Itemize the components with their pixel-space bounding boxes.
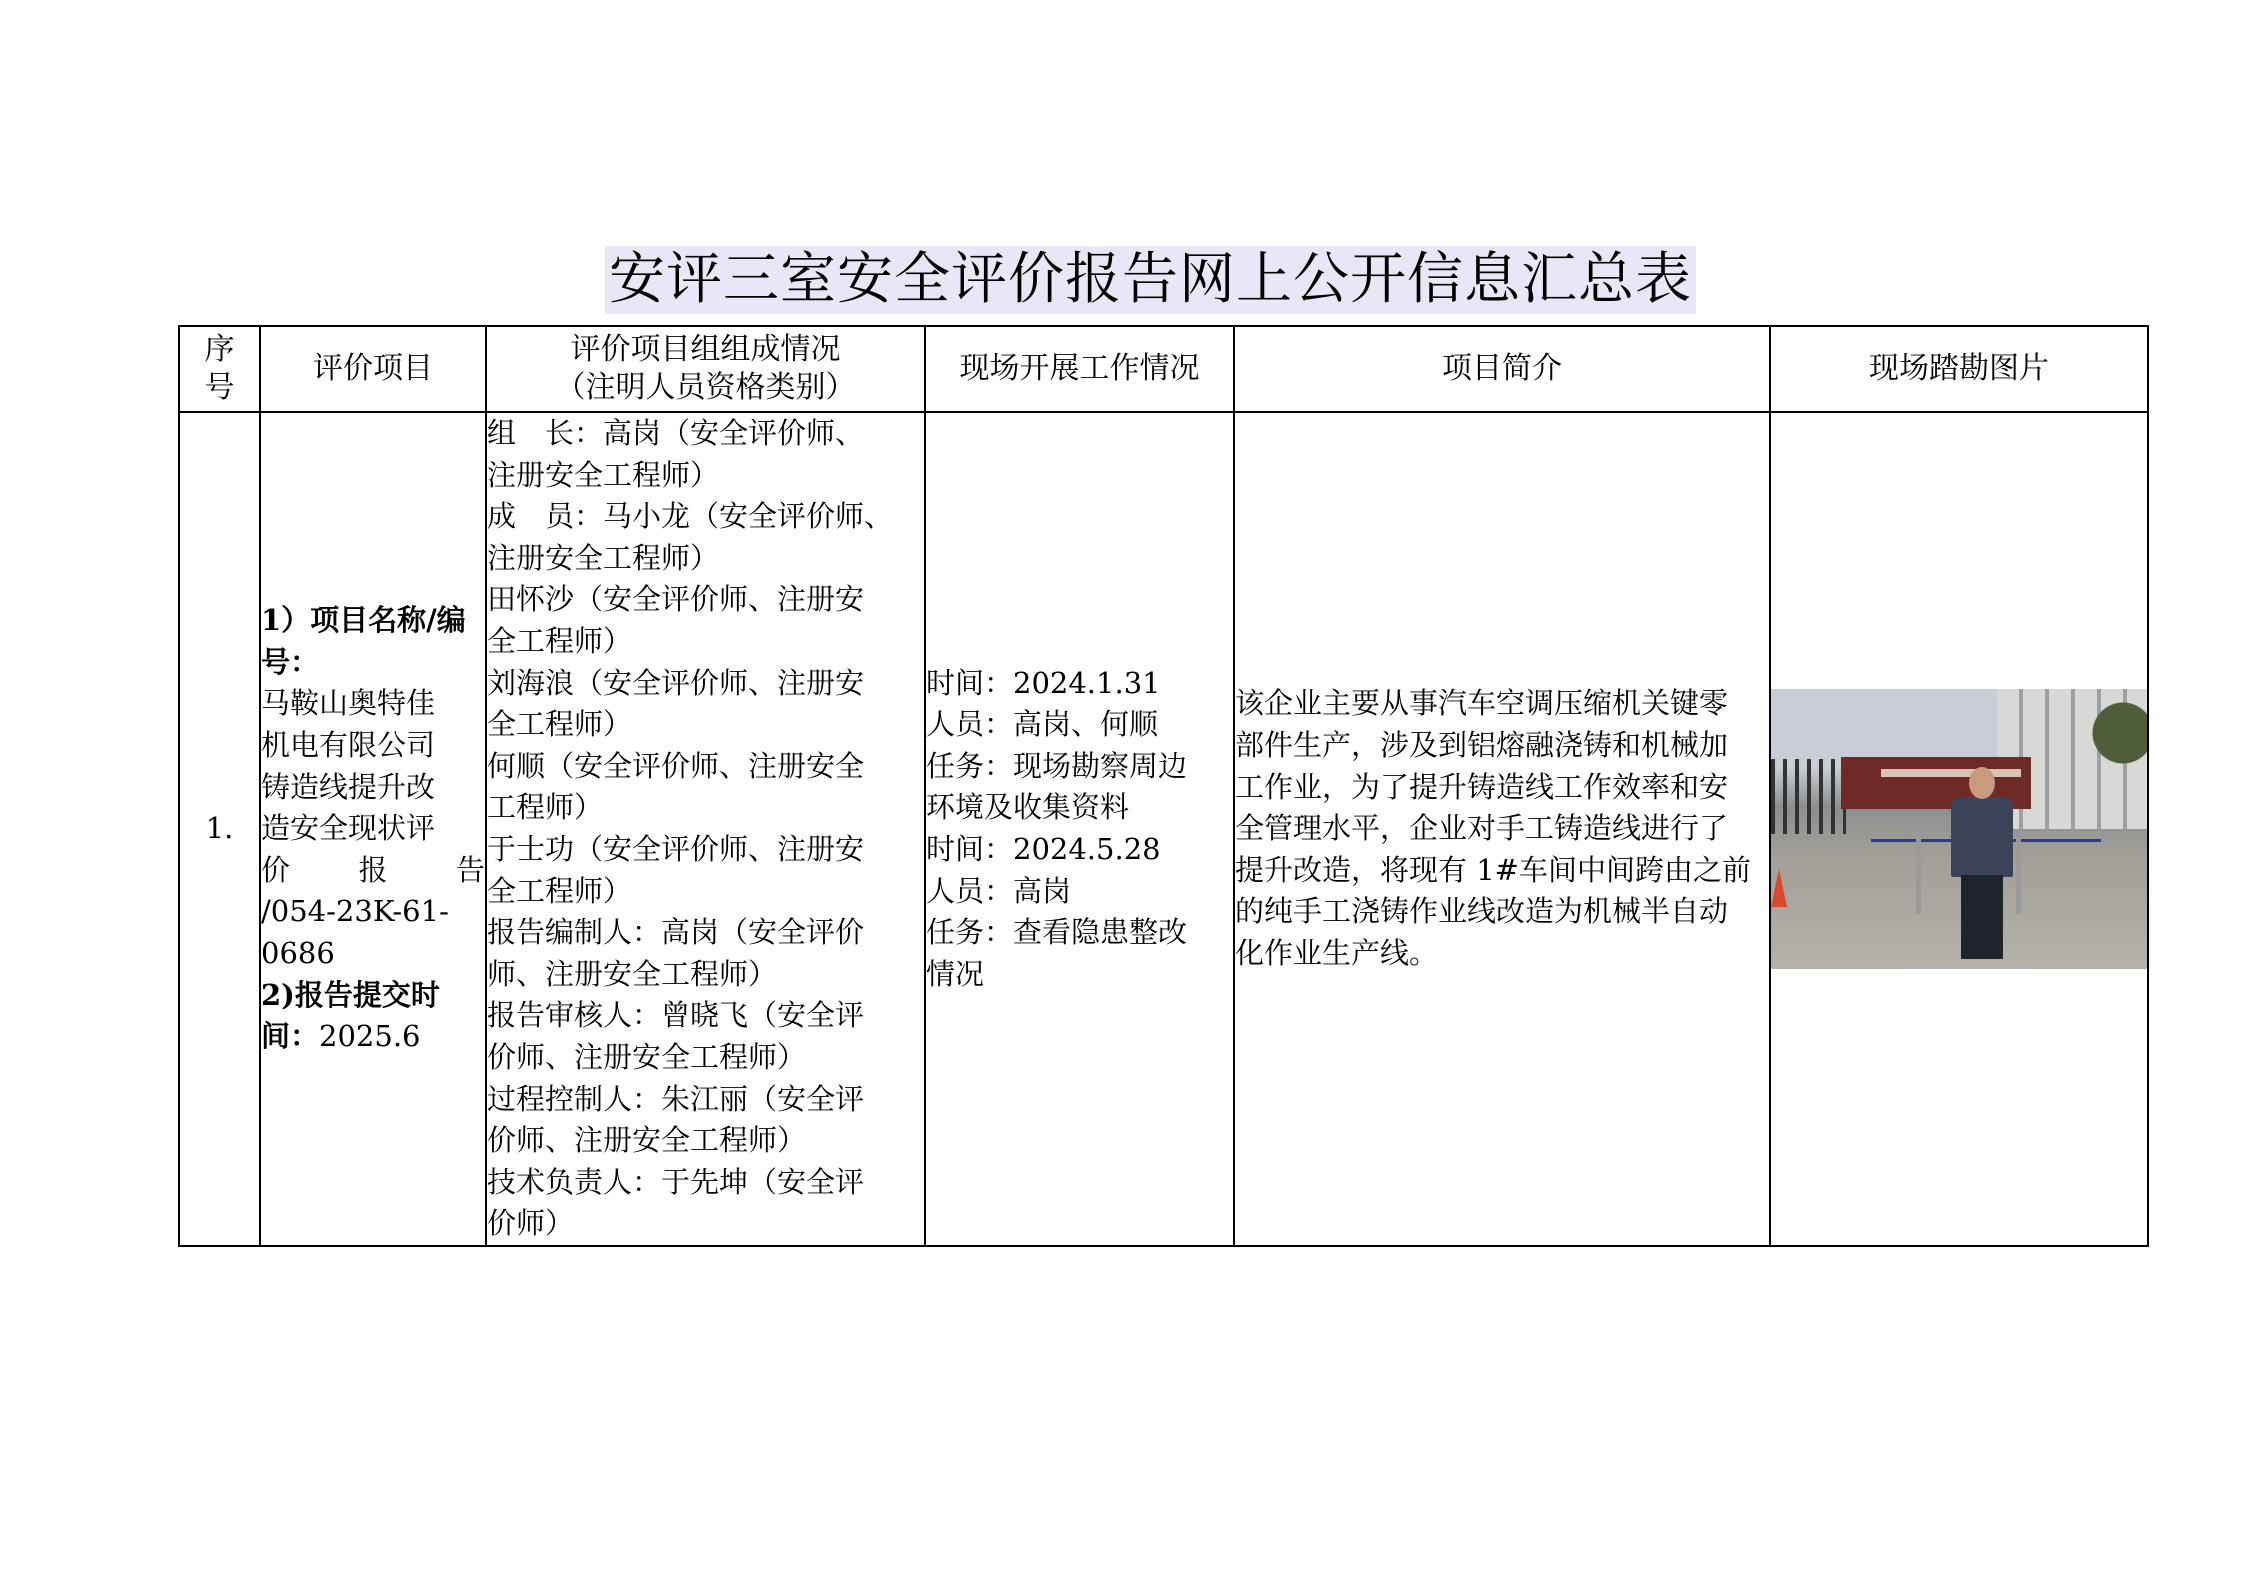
photo-sign-lettering (1881, 769, 2021, 777)
header-index-line-1: 序 (204, 332, 235, 367)
fieldwork-line: 人员：高岗 (926, 873, 1072, 908)
project-name-line: 机电有限公司 (261, 727, 436, 762)
photo-barrier-post (2016, 839, 2021, 914)
fieldwork-line: 情况 (926, 956, 985, 991)
project-name-line: 价 报 告 (261, 852, 485, 887)
project-code-line: /054-23K-61- (261, 894, 449, 929)
fieldwork-line: 人员：高岗、何顺 (926, 707, 1159, 742)
team-line: 师、注册安全工程师） (487, 956, 778, 991)
photo-person-legs (1961, 875, 2003, 959)
submit-line (261, 1016, 485, 1058)
team-line: 田怀沙（安全评价师、注册安 (487, 582, 865, 617)
header-team-line-2: （注明人员资格类别） (555, 370, 856, 405)
project-name-line: 铸造线提升改 (261, 769, 436, 804)
team-line: 于士功（安全评价师、注册安 (487, 831, 865, 866)
summary-line: 化作业生产线。 (1235, 935, 1439, 970)
fieldwork-line: 任务：查看隐患整改 (926, 915, 1188, 950)
team-line: 何顺（安全评价师、注册安全 (487, 748, 865, 783)
photo-traffic-cone (1771, 869, 1787, 907)
header-summary: 项目简介 (1234, 326, 1770, 412)
row-index: 1. (179, 412, 260, 1246)
header-index-line-2: 号 (204, 370, 235, 405)
header-fieldwork: 现场开展工作情况 (925, 326, 1234, 412)
summary-line: 该企业主要从事汽车空调压缩机关键零 (1235, 686, 1729, 721)
header-index (179, 326, 260, 412)
header-team-line-1: 评价项目组组成情况 (570, 332, 841, 367)
site-survey-photo (1771, 689, 2147, 969)
summary-line: 部件生产，涉及到铝熔融浇铸和机械加 (1235, 727, 1729, 762)
fieldwork-cell (925, 412, 1234, 1246)
summary-line: 提升改造，将现有 1#车间中间跨由之前 (1235, 852, 1751, 887)
header-team (486, 326, 925, 412)
team-line: 全工程师） (487, 873, 633, 908)
table-header-row (179, 326, 2148, 412)
fieldwork-line: 时间：2024.1.31 (926, 665, 1161, 700)
project-cell (260, 412, 486, 1246)
summary-line: 全管理水平，企业对手工铸造线进行了 (1235, 811, 1729, 846)
team-line: 注册安全工程师） (487, 457, 720, 492)
team-line: 技术负责人：于先坤（安全评 (487, 1164, 865, 1199)
header-project: 评价项目 (260, 326, 486, 412)
team-line: 报告审核人：曾晓飞（安全评 (487, 998, 865, 1033)
team-line: 注册安全工程师） (487, 540, 720, 575)
photo-fence (1771, 759, 1846, 834)
photo-cell (1770, 412, 2148, 1246)
team-line: 成 员：马小龙（安全评价师、 (487, 499, 894, 534)
team-line: 价师） (487, 1206, 575, 1241)
summary-cell (1234, 412, 1770, 1246)
team-line: 全工程师） (487, 623, 633, 658)
photo-tree (2087, 689, 2147, 799)
photo-barrier-post (1916, 839, 1921, 914)
photo-person-body (1951, 797, 2013, 877)
team-line: 工程师） (487, 790, 604, 825)
team-line: 过程控制人：朱江丽（安全评 (487, 1081, 865, 1116)
header-photo: 现场踏勘图片 (1770, 326, 2148, 412)
page-title: 安评三室安全评价报告网上公开信息汇总表 (605, 246, 1696, 314)
table-row (179, 412, 2148, 1246)
project-code-line: 0686 (261, 935, 335, 970)
project-name-line: 马鞍山奥特佳 (261, 686, 436, 721)
fieldwork-line: 时间：2024.5.28 (926, 831, 1161, 866)
team-line: 报告编制人：高岗（安全评价 (487, 915, 865, 950)
submit-value: 2025.6 (319, 1019, 421, 1054)
team-line: 全工程师） (487, 707, 633, 742)
team-cell (486, 412, 925, 1246)
summary-line: 工作业，为了提升铸造线工作效率和安 (1235, 769, 1729, 804)
info-summary-table (178, 325, 2149, 1247)
submit-label: 2)报告提交时 (261, 977, 440, 1012)
team-line: 价师、注册安全工程师） (487, 1123, 807, 1158)
submit-label-2: 间： (261, 1019, 320, 1054)
fieldwork-line: 任务：现场勘察周边 (926, 748, 1188, 783)
team-line: 组 长：高岗（安全评价师、 (487, 416, 865, 450)
project-name-label: 1）项目名称/编号： (261, 603, 466, 679)
photo-person-head (1969, 767, 1995, 799)
summary-line: 的纯手工浇铸作业线改造为机械半自动 (1235, 894, 1729, 929)
team-line: 刘海浪（安全评价师、注册安 (487, 665, 865, 700)
team-line: 价师、注册安全工程师） (487, 1039, 807, 1074)
fieldwork-line: 环境及收集资料 (926, 790, 1130, 825)
project-name-line: 造安全现状评 (261, 811, 436, 846)
